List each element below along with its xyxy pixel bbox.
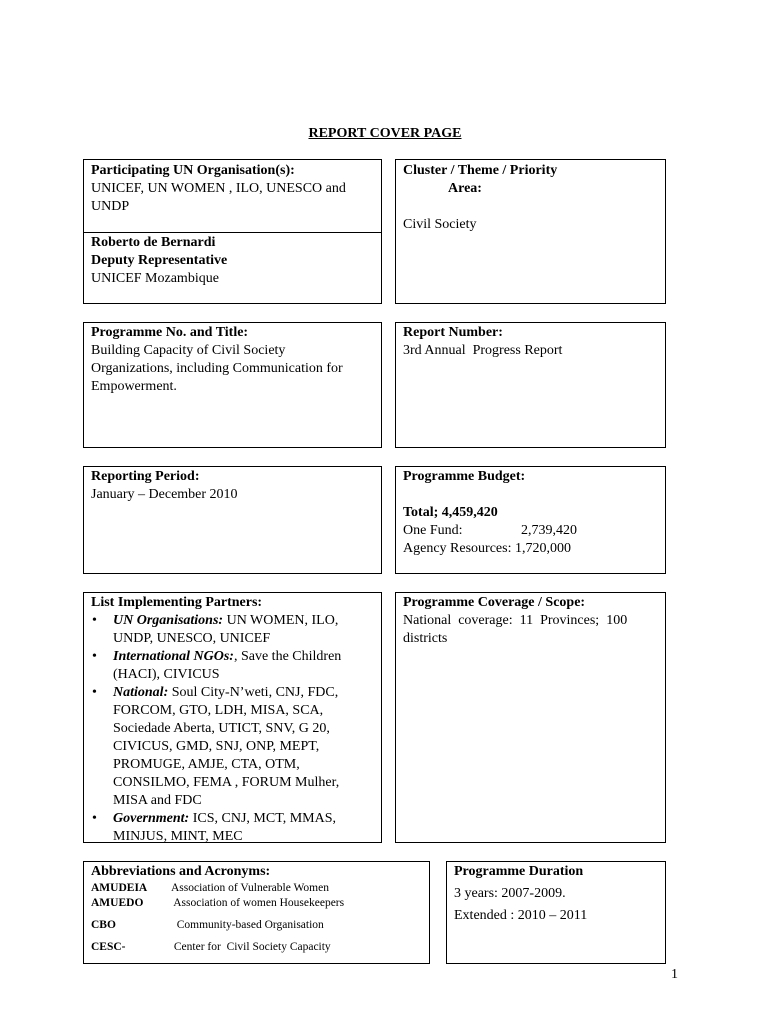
report-number-box [395,322,666,448]
budget-total: Total; 4,459,420 [403,505,498,520]
coverage-box [395,592,666,843]
partners-gov-text2: MINJUS, MINT, MEC [113,829,243,844]
coverage-label: Programme Coverage / Scope: [403,595,586,610]
partners-intl-text2: (HACI), CIVICUS [113,667,220,682]
partners-un-label: UN Organisations: [113,613,224,628]
partners-gov-label: Government: [113,811,190,826]
partners-item-intl [113,648,374,684]
partners-nat-text3: Sociedade Aberta, UTICT, SNV, G 20, [113,721,330,736]
budget-one-fund-value: 2,739,420 [521,523,577,538]
partners-nat-text6: CONSILMO, FEMA , FORUM Mulher, [113,775,340,790]
contact-name: Roberto de Bernardi [91,235,216,250]
participating-orgs-label: Participating UN Organisation(s): [91,163,295,178]
partners-nat-label: National: [113,685,169,700]
reporting-period-box [83,466,382,574]
partners-intl-text1: , Save the Children [233,649,342,664]
partners-nat-text2: FORCOM, GTO, LDH, MISA, SCA, [113,703,324,718]
budget-spacer [403,486,658,504]
budget-box [395,466,666,574]
abbreviations-box [83,861,430,964]
programme-title-line1: Building Capacity of Civil Society [91,343,286,358]
cluster-label-line1: Cluster / Theme / Priority [403,163,558,178]
programme-title-line3: Empowerment. [91,379,177,394]
abbreviation-code: CBO [91,919,116,931]
budget-one-fund-label: One Fund: [403,523,463,538]
cluster-spacer [403,198,658,216]
reporting-period-value: January – December 2010 [91,487,238,502]
abbreviation-row [91,881,422,896]
partners-nat-text1: Soul City-N’weti, CNJ, FDC, [168,685,339,700]
partners-item-un [113,612,374,648]
abbreviations-label: Abbreviations and Acronyms: [91,864,271,879]
abbreviation-row [91,918,422,933]
report-number-value: 3rd Annual Progress Report [403,343,563,358]
abbreviation-code: CESC- [91,941,126,953]
coverage-value-line2: districts [403,631,448,646]
abbreviation-row [91,940,422,955]
duration-extended: Extended : 2010 – 2011 [454,908,588,923]
abbreviation-meaning: Center for Civil Society Capacity [171,941,331,953]
partners-nat-text5: PROMUGE, AMJE, CTA, OTM, [113,757,300,772]
partners-item-national [113,684,374,810]
partners-nat-text7: MISA and FDC [113,793,202,808]
partners-label: List Implementing Partners: [91,595,263,610]
partners-gov-text1: ICS, CNJ, MCT, MMAS, [189,811,336,826]
reporting-period-label: Reporting Period: [91,469,200,484]
contact-office: UNICEF Mozambique [91,271,219,286]
budget-agency: Agency Resources: 1,720,000 [403,541,571,556]
page-number: 1 [671,967,678,982]
programme-title-line2: Organizations, including Communication for [91,361,343,376]
participating-orgs-box [83,159,382,233]
budget-label: Programme Budget: [403,469,526,484]
page-title: REPORT COVER PAGE [308,126,462,141]
partners-un-text2: UNDP, UNESCO, UNICEF [113,631,271,646]
partners-nat-text4: CIVICUS, GMD, SNJ, ONP, MEPT, [113,739,320,754]
partners-intl-label: International NGOs: [113,649,234,664]
contact-role: Deputy Representative [91,253,228,268]
abbreviation-meaning: Association of women Housekeepers [171,897,345,909]
programme-label: Programme No. and Title: [91,325,249,340]
cluster-value: Civil Society [403,217,477,232]
partners-item-government [113,810,374,846]
abbreviation-code: AMUEDO [91,897,144,909]
coverage-value-line1: National coverage: 11 Provinces; 100 [403,613,628,628]
duration-box [446,861,666,964]
participating-orgs-line2: UNDP [91,199,130,214]
abbreviation-meaning: Community-based Organisation [171,919,324,931]
partners-list [91,612,374,846]
participating-orgs-line1: UNICEF, UN WOMEN , ILO, UNESCO and [91,181,346,196]
cluster-box [395,159,666,304]
cluster-label-line2: Area: [448,181,482,196]
abbreviation-meaning: Association of Vulnerable Women [171,882,329,894]
report-number-label: Report Number: [403,325,503,340]
abbreviation-row [91,896,422,911]
contact-box [83,232,382,304]
duration-years: 3 years: 2007-2009. [454,886,566,901]
abbreviation-code: AMUDEIA [91,882,148,894]
partners-box [83,592,382,843]
budget-one-fund [403,522,658,540]
partners-un-text1: UN WOMEN, ILO, [223,613,339,628]
programme-box [83,322,382,448]
duration-label: Programme Duration [454,864,584,879]
